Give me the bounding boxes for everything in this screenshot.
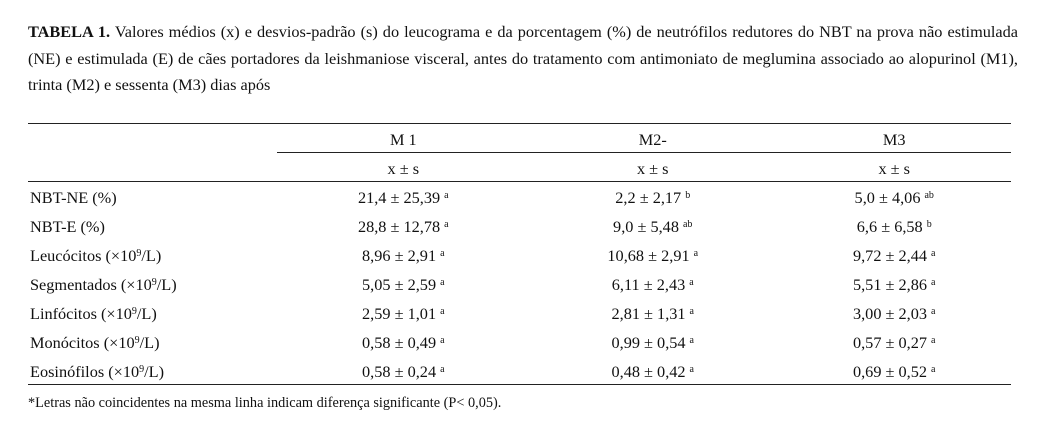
table-cell-m1 bbox=[279, 241, 528, 270]
cell-value: 21,4 ± 25,39 bbox=[357, 187, 441, 207]
row-label bbox=[28, 183, 279, 212]
row-label-text: Eosinófilos (×10 bbox=[30, 361, 140, 381]
row-label bbox=[28, 299, 279, 328]
table-cell-m3 bbox=[777, 357, 1011, 386]
cell-value: 0,58 ± 0,24 bbox=[362, 361, 437, 381]
significance-letter: a bbox=[440, 305, 445, 317]
table-cell-m2 bbox=[528, 183, 777, 212]
table-cell-m2 bbox=[528, 241, 777, 270]
table-row bbox=[28, 212, 1011, 241]
subheader-row bbox=[28, 154, 1011, 183]
row-label-unit: /L) bbox=[141, 245, 162, 265]
cell-value: 5,51 ± 2,86 bbox=[852, 274, 928, 294]
row-label-text: Leucócitos (×10 bbox=[30, 245, 137, 265]
top-rule bbox=[28, 123, 1011, 124]
significance-letter: a bbox=[689, 276, 694, 288]
table-cell-m1 bbox=[279, 328, 528, 357]
cell-value: 0,58 ± 0,49 bbox=[362, 332, 437, 352]
table-cell-m2 bbox=[528, 357, 777, 386]
row-label-unit: /L) bbox=[139, 332, 160, 352]
row-label-exponent: 9 bbox=[131, 305, 137, 317]
cell-value: 6,6 ± 6,58 bbox=[856, 216, 923, 236]
caption-label: TABELA 1. bbox=[28, 22, 111, 41]
table-cell-m3 bbox=[777, 212, 1011, 241]
table-cell-m3 bbox=[777, 328, 1011, 357]
cell-value: 0,69 ± 0,52 bbox=[852, 361, 928, 381]
significance-letter: a bbox=[693, 247, 699, 259]
table-cell-m2 bbox=[528, 212, 777, 241]
table-cell-m3 bbox=[777, 270, 1011, 299]
table-row bbox=[28, 328, 1011, 357]
significance-letter: a bbox=[931, 363, 936, 375]
cell-value: 9,72 ± 2,44 bbox=[852, 245, 928, 265]
row-label-text: NBT-NE (%) bbox=[30, 187, 117, 207]
row-label-unit: /L) bbox=[136, 303, 157, 323]
significance-letter: a bbox=[931, 247, 936, 259]
cell-value: 5,05 ± 2,59 bbox=[362, 274, 437, 294]
table-cell-m1 bbox=[279, 212, 528, 241]
row-label-exponent: 9 bbox=[136, 247, 142, 259]
table-cell-m1 bbox=[279, 270, 528, 299]
table-cell-m2 bbox=[528, 270, 777, 299]
table-body bbox=[28, 183, 1011, 386]
cell-value: 0,99 ± 0,54 bbox=[611, 332, 686, 352]
significance-letter: ab bbox=[924, 189, 934, 201]
significance-letter: a bbox=[689, 363, 694, 375]
subheader-empty-cell bbox=[28, 154, 279, 183]
significance-letter: ab bbox=[682, 218, 693, 230]
row-label bbox=[28, 212, 279, 241]
header-empty-cell bbox=[28, 125, 279, 154]
significance-letter: a bbox=[444, 218, 449, 230]
row-label-exponent: 9 bbox=[134, 334, 140, 346]
cell-value: 0,48 ± 0,42 bbox=[611, 361, 686, 381]
row-label-text: NBT-E (%) bbox=[30, 216, 105, 236]
cell-value: 6,11 ± 2,43 bbox=[611, 274, 686, 294]
cell-value: 8,96 ± 2,91 bbox=[362, 245, 437, 265]
row-label bbox=[28, 357, 279, 386]
column-header-m3: M3 bbox=[882, 129, 906, 149]
row-label-exponent: 9 bbox=[139, 363, 145, 375]
cell-value: 3,00 ± 2,03 bbox=[852, 303, 928, 323]
row-label-unit: /L) bbox=[144, 361, 165, 381]
header-row bbox=[28, 125, 1011, 154]
row-label-text: Segmentados (×10 bbox=[30, 274, 152, 294]
results-table bbox=[28, 125, 1011, 386]
table-row bbox=[28, 357, 1011, 386]
cell-value: 5,0 ± 4,06 bbox=[854, 187, 921, 207]
table-row bbox=[28, 270, 1011, 299]
significance-letter: a bbox=[689, 334, 694, 346]
significance-letter: a bbox=[440, 247, 445, 259]
table-cell-m1 bbox=[279, 299, 528, 328]
table-cell-m3 bbox=[777, 299, 1011, 328]
subheader-m3: x ± s bbox=[878, 158, 911, 178]
row-label-unit: /L) bbox=[156, 274, 177, 294]
cell-value: 0,57 ± 0,27 bbox=[852, 332, 928, 352]
footnote: *Letras não coincidentes na mesma linha indicam diferença significante (P< 0,05). bbox=[28, 395, 502, 411]
significance-letter: a bbox=[931, 276, 936, 288]
subheader-m2: x ± s bbox=[636, 158, 669, 178]
significance-letter: a bbox=[440, 276, 445, 288]
row-label-exponent: 9 bbox=[151, 276, 157, 288]
cell-value: 28,8 ± 12,78 bbox=[357, 216, 441, 236]
table-row bbox=[28, 241, 1011, 270]
table-cell-m2 bbox=[528, 328, 777, 357]
cell-value: 10,68 ± 2,91 bbox=[607, 245, 690, 265]
significance-letter: a bbox=[440, 363, 445, 375]
table-row bbox=[28, 299, 1011, 328]
table-cell-m3 bbox=[777, 183, 1011, 212]
table-cell-m1 bbox=[279, 357, 528, 386]
row-label bbox=[28, 241, 279, 270]
significance-letter: a bbox=[931, 305, 936, 317]
caption-text: Valores médios (x) e desvios-padrão (s) do leucograma e da porcentagem (%) de neutrófilos redutores do NBT na prova não estimulada (NE) e estimulada (E) de cães portadores da leishmaniose visceral, antes do tratamento com antimoniato de meglumina associado ao alopurinol (M1), trinta (M2) e sessenta (M3) dias após bbox=[28, 22, 1018, 94]
significance-letter: a bbox=[689, 305, 694, 317]
cell-value: 2,2 ± 2,17 bbox=[615, 187, 682, 207]
table-row bbox=[28, 183, 1011, 212]
cell-value: 9,0 ± 5,48 bbox=[613, 216, 679, 236]
table-cell-m3 bbox=[777, 241, 1011, 270]
cell-value: 2,59 ± 1,01 bbox=[362, 303, 437, 323]
column-header-m1: M 1 bbox=[389, 129, 417, 149]
cell-value: 2,81 ± 1,31 bbox=[611, 303, 686, 323]
significance-letter: b bbox=[926, 218, 932, 230]
row-label bbox=[28, 270, 279, 299]
row-label-text: Monócitos (×10 bbox=[30, 332, 135, 352]
table-cell-m1 bbox=[279, 183, 528, 212]
significance-letter: a bbox=[444, 189, 449, 201]
table-caption bbox=[28, 19, 1018, 99]
significance-letter: b bbox=[685, 189, 691, 201]
table-cell-m2 bbox=[528, 299, 777, 328]
column-header-m2: M2- bbox=[638, 129, 667, 149]
significance-letter: a bbox=[931, 334, 936, 346]
row-label bbox=[28, 328, 279, 357]
significance-letter: a bbox=[440, 334, 445, 346]
row-label-text: Linfócitos (×10 bbox=[30, 303, 132, 323]
subheader-m1: x ± s bbox=[387, 158, 420, 178]
